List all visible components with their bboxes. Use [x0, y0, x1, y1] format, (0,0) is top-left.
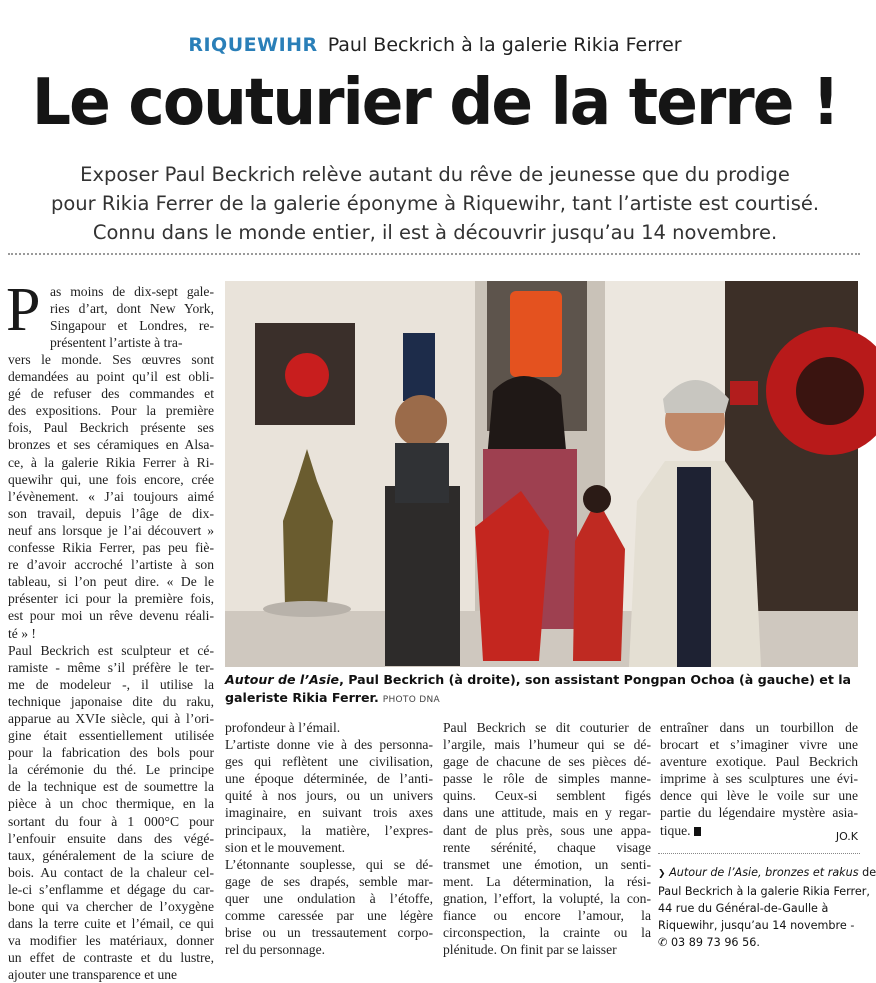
info-box — [658, 853, 876, 951]
text-line: dans une attitude, mais en y regar- — [443, 805, 651, 821]
text-line: tableau, si l’on peut dire. « De le — [8, 574, 214, 590]
text-line: rel du personnage. — [225, 942, 326, 958]
author-signature: JO.K — [835, 830, 858, 843]
text-line: dans la terre cuite et l’émail, ce qui — [8, 916, 214, 932]
text-line: technique japonaise dite du raku, — [8, 693, 214, 709]
text-line: la cérémonie du thé. Le principe — [8, 762, 214, 778]
text-line: plénitude. On finit par se laisser — [443, 942, 617, 958]
text-line: sion et le mouvement. — [225, 839, 346, 855]
text-line: tique. — [660, 822, 858, 839]
photo-caption — [225, 671, 858, 709]
text-line: quer une ondulation à l’étoffe, — [225, 890, 433, 906]
text-line: Singapour et Londres, re- — [50, 318, 214, 334]
text-line: présentent l’artiste à tra- — [50, 335, 183, 351]
kicker-subtitle: Paul Beckrich à la galerie Rikia Ferrer — [327, 34, 682, 56]
gallery-photo-illustration — [225, 281, 858, 667]
text-line: l’argile, mais l’humeur qui se dé- — [443, 737, 651, 753]
text-line: ment. La détermination, la rési- — [443, 873, 651, 889]
text-line: va modifier les matériaux, donner — [8, 933, 214, 949]
location-label: RIQUEWIHR — [188, 34, 318, 56]
info-phone[interactable]: 03 89 73 96 56. — [670, 936, 760, 949]
text-line: quité à nos jours, ou un univers — [225, 788, 433, 804]
headline: Le couturier de la terre ! — [31, 66, 839, 140]
text-line: gage de chacune de ses pièces dé- — [443, 754, 651, 770]
text-line: brise ou un tressautement corpo- — [225, 925, 433, 941]
caption-text-2: galeriste Rikia Ferrer. — [225, 690, 379, 705]
text-line: dant de plus près, sous une appa- — [443, 822, 651, 838]
info-line: 44 rue du Général-de-Gaulle à — [658, 902, 829, 915]
text-line: imaginaire, en suivant trois axes — [225, 805, 433, 821]
text-line: rente sérénité, chaque visage — [443, 839, 651, 855]
text-line: le-ci s’enflamme et dégage du car- — [8, 881, 214, 897]
text-line: des expositions. Pour la première — [8, 403, 214, 419]
text-line: me de modeleur -, il utilise la — [8, 676, 214, 692]
text-line: neuf ans lorsque je l’ai découvert » — [8, 522, 214, 538]
phone-icon: ✆ — [658, 936, 668, 949]
text-line: dence qui lève le voile sur une — [660, 788, 858, 804]
text-line: circonspection, la crainte ou la — [443, 925, 651, 941]
text-line: apparue au XVIe siècle, qui à l’ori- — [8, 710, 214, 726]
text-line: as moins de dix-sept gale- — [50, 284, 214, 299]
chapo — [0, 160, 870, 247]
info-line: de — [862, 866, 876, 879]
caption-text: , Paul Beckrich (à droite), son assistant Pongpan Ochoa (à gauche) et la — [339, 672, 852, 687]
text-line: gine était essentiellement utilisée — [8, 728, 214, 744]
text-line: bois. Au contact de la chaleur cel- — [8, 864, 214, 880]
text-line: brocart et s’imaginer vivre une — [660, 737, 858, 753]
caption-title: Autour de l’Asie — [225, 672, 340, 687]
column-4 — [660, 719, 858, 839]
arrow-icon: ❯ — [658, 869, 666, 879]
text-line: Paul Beckrich se dit couturier de — [443, 720, 651, 735]
text-line: principaux, la matière, l’expres- — [225, 822, 433, 838]
text-line: Paul Beckrich est sculpteur et cé- — [8, 642, 214, 658]
article-photo — [225, 281, 858, 667]
column-1-intro — [50, 283, 214, 351]
drop-cap: P — [6, 276, 41, 344]
text-line: un effet de contraste et du lustre, — [8, 950, 214, 966]
text-line: gage de ses drapés, semble mar- — [225, 873, 433, 889]
text-line: bronzes et ses céramiques en Alsa- — [8, 437, 214, 453]
text-line: ges qui reflètent une civilisation, — [225, 754, 433, 770]
text-line: imprime à ses sculptures une évi- — [660, 771, 858, 787]
text-line: aventure exotique. Paul Beckrich — [660, 754, 858, 770]
column-1 — [8, 351, 214, 983]
text-line: passe le rôle de simples manne- — [443, 771, 651, 787]
text-line: ries d’art, dont New York, — [50, 301, 214, 317]
text-line: té » ! — [8, 625, 36, 641]
text-line: partie du légendaire mystère asia- — [660, 805, 858, 821]
text-line: ajouter une transparence et une — [8, 967, 178, 983]
chapo-line: pour Rikia Ferrer de la galerie éponyme à Riquewihr, tant l’artiste est courtisé. — [50, 192, 820, 215]
text-line: quins. Ceux-si semblent figés — [443, 788, 651, 804]
text-line: quewihr qui, une fois encore, crée — [8, 471, 214, 487]
text-line: re d’avoir accroché l’artiste à son — [8, 557, 214, 573]
text-line: son travail, depuis l’âge de dix- — [8, 505, 214, 521]
text-line: ce, à la galerie Rikia Ferrer à Ri- — [8, 454, 214, 470]
text-line: gé de refuser des commandes et — [8, 386, 214, 402]
text-line: demandées au point qu’il est obli- — [8, 369, 214, 385]
text-line: taux, généralement de la sciure de — [8, 847, 214, 863]
text-line: bone qui va chercher de l’oxygène — [8, 899, 214, 914]
text-line: sortant du four à 1 000°C pour — [8, 813, 214, 829]
text-line: ramiste - même s’il préfère le ter- — [8, 659, 214, 675]
info-title: Autour de l’Asie, bronzes et rakus — [669, 866, 859, 879]
text-line: L’artiste donne vie à des personna- — [225, 737, 433, 753]
text-line: confesse Rikia Ferrer, pas peu fiè- — [8, 540, 214, 556]
photo-credit: PHOTO DNA — [382, 695, 440, 705]
text-line: une époque déterminée, de l’anti- — [225, 771, 433, 787]
text-line: vers le monde. Ses œuvres sont — [8, 352, 214, 367]
column-2 — [225, 719, 433, 958]
chapo-line: Connu dans le monde entier, il est à découvrir jusqu’au 14 novembre. — [92, 221, 778, 244]
text-line: entraîner dans un tourbillon de — [660, 720, 858, 735]
separator — [8, 253, 860, 255]
chapo-line: Exposer Paul Beckrich relève autant du rêve de jeunesse que du prodige — [80, 163, 790, 186]
text-line: fiance ou encore l’amour, la — [443, 908, 651, 924]
text-line: l’évènement. « J’ai toujours aimé — [8, 488, 214, 504]
text-line: est pour moi un rêve devenu réali- — [8, 608, 214, 624]
text-line: fois, Paul Beckrich présente ses — [8, 420, 214, 436]
text-line: pièce à un choc thermique, en la — [8, 796, 214, 812]
column-3 — [443, 719, 651, 958]
text-line: gnation, l’effort, la volupté, la con- — [443, 890, 651, 906]
text-line: de la technique est de soumettre la — [8, 779, 214, 795]
info-line: Paul Beckrich à la galerie Rikia Ferrer, — [658, 885, 870, 898]
text-line: comme caressée par une légère — [225, 908, 433, 924]
text-line: L’étonnante souplesse, qui se dé- — [225, 856, 433, 872]
kicker — [0, 34, 870, 56]
text-line: présenter ici pour la première fois, — [8, 591, 214, 607]
text-line: profondeur à l’émail. — [225, 720, 341, 735]
text-line: l’enfouir ensuite dans des végé- — [8, 830, 214, 846]
text-line: pour la fabrication des bols pour — [8, 745, 214, 761]
info-line: Riquewihr, jusqu’au 14 novembre - — [658, 919, 855, 932]
text-line: transmet une émotion, un senti- — [443, 856, 651, 872]
